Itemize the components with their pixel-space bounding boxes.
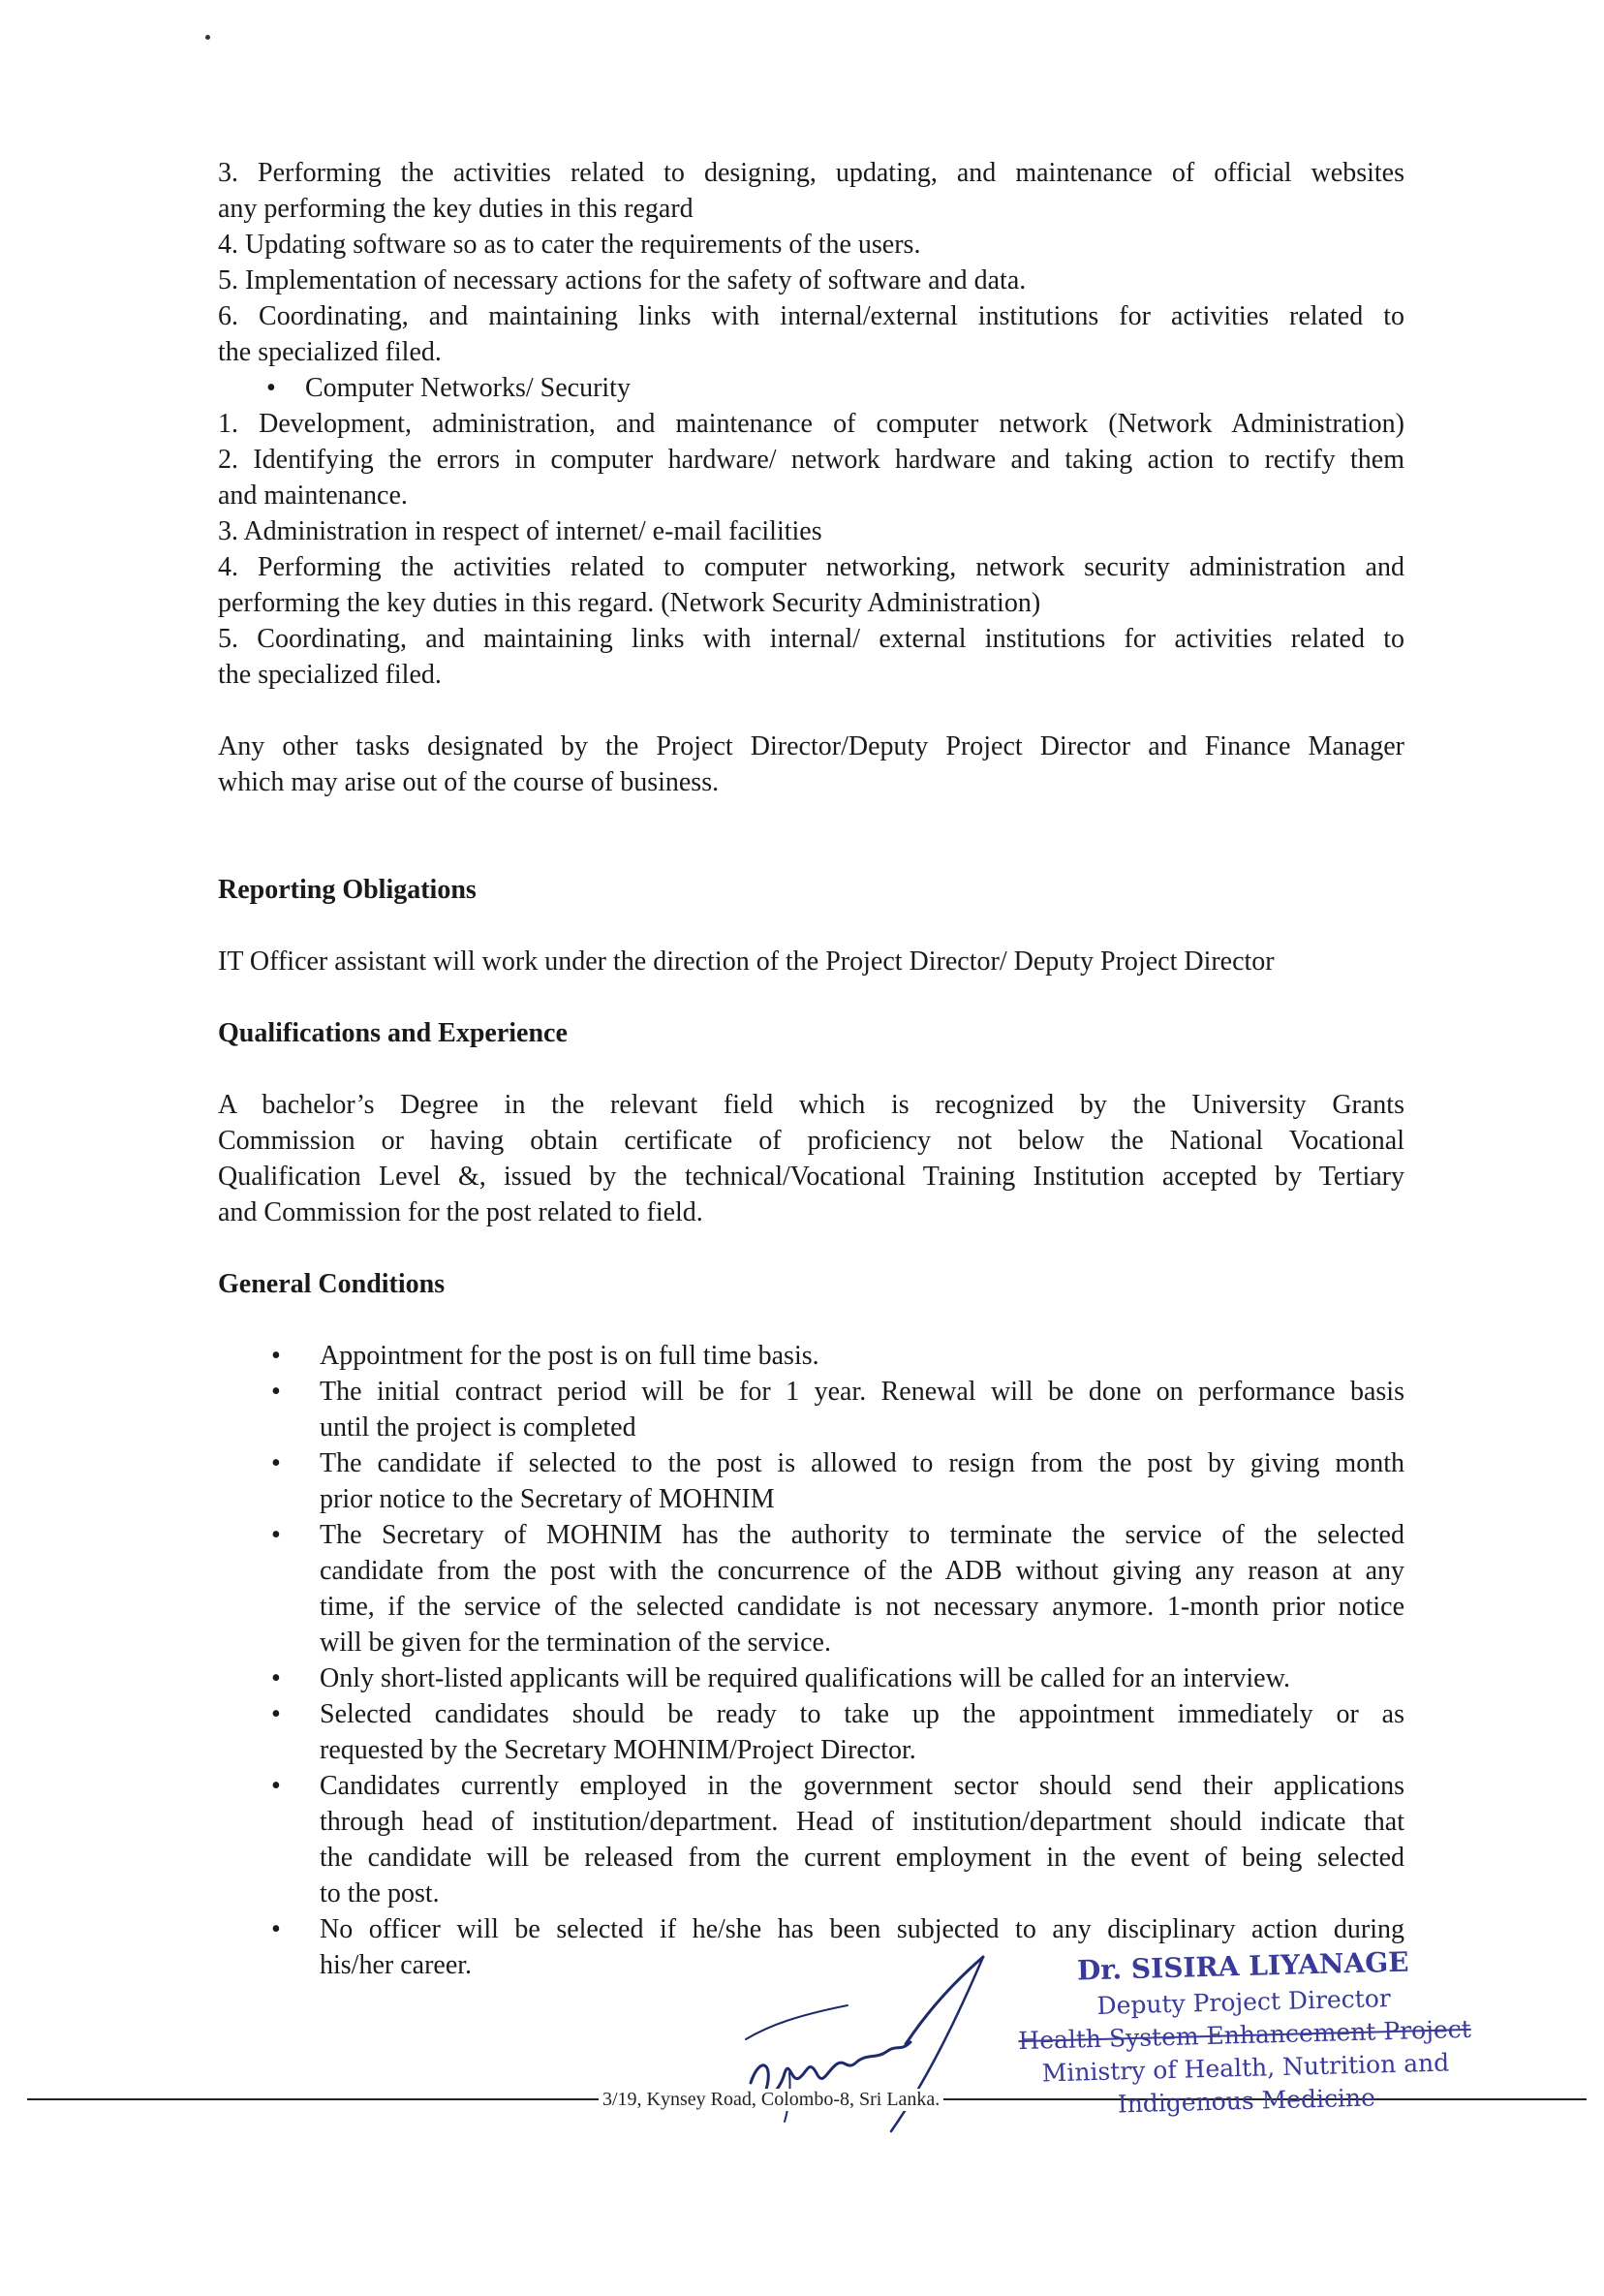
list-item: [218, 1660, 1404, 1696]
text-line: and maintenance.: [218, 481, 408, 511]
official-stamp: [1010, 1941, 1479, 2125]
text-line: A bachelor’s Degree in the relevant field which is recognized by the University Grants: [218, 1090, 1404, 1120]
text-line: until the project is completed: [320, 1412, 636, 1443]
conditions-list: [218, 1338, 1404, 1983]
network-security-heading: • Computer Networks/ Security: [218, 370, 1404, 406]
text-line: Any other tasks designated by the Project Director/Deputy Project Director and Finance Manager: [218, 731, 1404, 761]
text-line: • Only short-listed applicants will be required qualifications will be called for an interview.: [320, 1663, 1290, 1693]
text-line: 5. Coordinating, and maintaining links with internal/ external institutions for activities related to: [218, 624, 1404, 654]
text-line: 3. Administration in respect of internet/ e-mail facilities: [218, 516, 822, 546]
text-line: 3. Performing the activities related to designing, updating, and maintenance of official websites: [218, 158, 1404, 188]
qualifications-heading: Qualifications and Experience: [218, 1018, 568, 1048]
text-line: 5. Implementation of necessary actions for the safety of software and data.: [218, 265, 1027, 295]
scan-mark: [205, 35, 210, 40]
text-line: to the post.: [320, 1878, 440, 1908]
text-line: • The initial contract period will be for 1 year. Renewal will be done on performance basis: [320, 1377, 1404, 1407]
text-line: through head of institution/department. Head of institution/department should indicate that: [320, 1807, 1404, 1837]
signature: [731, 1947, 1022, 2141]
list-item: [218, 1445, 1404, 1517]
stamp-project: Health System Enhancement Project: [1018, 2014, 1472, 2056]
text-line: will be given for the termination of the service.: [320, 1628, 831, 1658]
text-line: • No officer will be selected if he/she has been subjected to any disciplinary action during: [320, 1914, 1404, 1944]
text-line: any performing the key duties in this regard: [218, 194, 694, 224]
list-item: [218, 1374, 1404, 1445]
text-line: 2. Identifying the errors in computer hardware/ network hardware and taking action to rectify them: [218, 445, 1404, 475]
text-line: which may arise out of the course of business.: [218, 767, 720, 797]
text-line: Qualification Level &, issued by the technical/Vocational Training Institution accepted by Tertiary: [218, 1162, 1404, 1192]
text-line: the specialized filed.: [218, 337, 442, 367]
text-line: • Candidates currently employed in the government sector should send their applications: [320, 1771, 1404, 1801]
text-line: the candidate will be released from the current employment in the event of being selected: [320, 1843, 1404, 1873]
text-line: time, if the service of the selected candidate is not necessary anymore. 1-month prior notice: [320, 1592, 1404, 1622]
list-item: [218, 1768, 1404, 1911]
text-line: 4. Updating software so as to cater the requirements of the users.: [218, 230, 921, 260]
footer-address: 3/19, Kynsey Road, Colombo-8, Sri Lanka.: [599, 2089, 943, 2111]
text-line: the specialized filed.: [218, 660, 442, 690]
text-line: • Selected candidates should be ready to take up the appointment immediately or as: [320, 1699, 1404, 1729]
document-body: [218, 155, 1404, 1983]
stamp-ministry: Ministry of Health, Nutrition and: [1041, 2048, 1450, 2088]
text-line: requested by the Secretary MOHNIM/Project Director.: [320, 1735, 916, 1765]
text-line: prior notice to the Secretary of MOHNIM: [320, 1484, 775, 1514]
text-line: Commission or having obtain certificate of proficiency not below the National Vocational: [218, 1126, 1404, 1156]
text-line: performing the key duties in this regard. (Network Security Administration): [218, 588, 1041, 618]
text-line: 4. Performing the activities related to computer networking, network security administration and: [218, 552, 1404, 582]
text-line: • The candidate if selected to the post is allowed to resign from the post by giving month: [320, 1448, 1404, 1478]
list-item: [218, 1696, 1404, 1768]
stamp-ministry: Indigenous Medicine: [1117, 2083, 1376, 2119]
text-line: 6. Coordinating, and maintaining links with internal/external institutions for activities related to: [218, 301, 1404, 331]
list-item: [218, 1517, 1404, 1660]
text-line: and Commission for the post related to field.: [218, 1197, 703, 1227]
reporting-heading: Reporting Obligations: [218, 875, 477, 905]
text-line: • The Secretary of MOHNIM has the authority to terminate the service of the selected: [320, 1520, 1404, 1550]
stamp-title: Deputy Project Director: [1096, 1984, 1392, 2020]
text-line: his/her career.: [320, 1950, 473, 1980]
text-line: candidate from the post with the concurrence of the ADB without giving any reason at any: [320, 1556, 1404, 1586]
text-line: 1. Development, administration, and maintenance of computer network (Network Administration): [218, 409, 1404, 439]
reporting-text: IT Officer assistant will work under the direction of the Project Director/ Deputy Project Director: [218, 946, 1275, 977]
conditions-heading: General Conditions: [218, 1269, 446, 1299]
list-item: [218, 1338, 1404, 1374]
stamp-name: Dr. SISIRA LIYANAGE: [1076, 1945, 1409, 1987]
text-line: • Appointment for the post is on full time basis.: [320, 1341, 819, 1371]
